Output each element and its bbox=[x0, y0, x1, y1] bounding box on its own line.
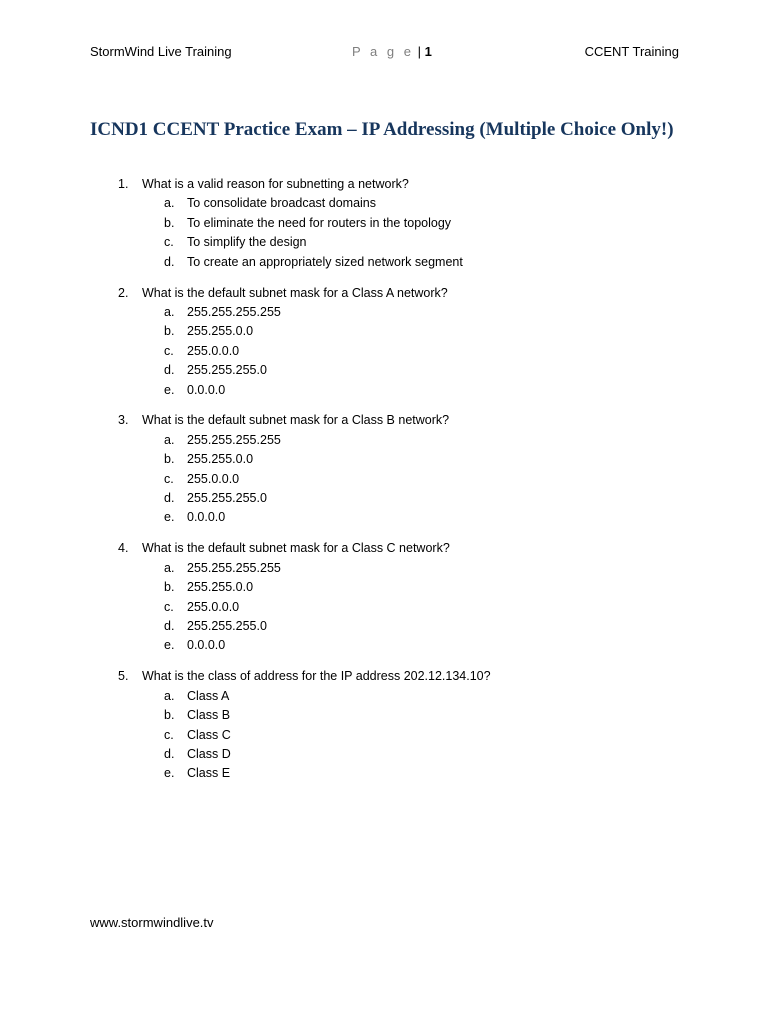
document-title: ICND1 CCENT Practice Exam – IP Addressing (Multiple Choice Only!) bbox=[90, 119, 674, 140]
option-letter: a. bbox=[164, 560, 175, 575]
answer-option bbox=[0, 233, 768, 252]
option-text: 255.255.0.0 bbox=[187, 452, 254, 467]
question-5 bbox=[0, 667, 768, 783]
answer-option bbox=[0, 489, 768, 508]
option-text: Class D bbox=[187, 746, 231, 761]
option-letter: d. bbox=[164, 618, 175, 633]
question-1 bbox=[0, 175, 768, 272]
question-text: What is the default subnet mask for a Class A network? bbox=[142, 285, 448, 300]
option-text: 255.255.255.0 bbox=[187, 491, 267, 506]
answer-option bbox=[0, 617, 768, 636]
option-text: To eliminate the need for routers in the topology bbox=[187, 215, 452, 230]
answer-option bbox=[0, 303, 768, 322]
header-course: CCENT Training bbox=[584, 44, 679, 59]
answer-option bbox=[0, 381, 768, 400]
option-text: 255.255.255.0 bbox=[187, 618, 267, 633]
option-letter: a. bbox=[164, 688, 175, 703]
answer-option bbox=[0, 342, 768, 361]
header-company: StormWind Live Training bbox=[90, 44, 232, 59]
answer-option bbox=[0, 598, 768, 617]
option-letter: b. bbox=[164, 708, 175, 723]
option-letter: a. bbox=[164, 196, 175, 211]
answer-option bbox=[0, 322, 768, 341]
option-text: 255.255.255.255 bbox=[187, 432, 281, 447]
option-text: 255.255.0.0 bbox=[187, 580, 254, 595]
option-letter: e. bbox=[164, 766, 175, 781]
question-number: 3. bbox=[118, 413, 129, 428]
answer-option bbox=[0, 253, 768, 272]
option-text: 255.0.0.0 bbox=[187, 599, 240, 614]
answer-option bbox=[0, 214, 768, 233]
question-number: 4. bbox=[118, 541, 129, 556]
answer-option bbox=[0, 559, 768, 578]
question-number: 1. bbox=[118, 177, 129, 191]
option-text: To consolidate broadcast domains bbox=[187, 196, 377, 211]
option-letter: d. bbox=[164, 254, 175, 269]
option-letter: e. bbox=[164, 382, 175, 397]
option-letter: a. bbox=[164, 432, 175, 447]
option-letter: d. bbox=[164, 746, 175, 761]
option-letter: c. bbox=[164, 235, 174, 250]
question-row bbox=[0, 175, 768, 194]
answer-option bbox=[0, 706, 768, 725]
option-text: 255.0.0.0 bbox=[187, 343, 240, 358]
header-page-indicator bbox=[352, 44, 432, 59]
option-text: Class C bbox=[187, 727, 231, 742]
option-letter: c. bbox=[164, 343, 174, 358]
question-row bbox=[0, 411, 768, 430]
option-letter: e. bbox=[164, 638, 175, 653]
answer-option bbox=[0, 194, 768, 213]
answer-option bbox=[0, 431, 768, 450]
option-letter: a. bbox=[164, 304, 175, 319]
page-header bbox=[90, 44, 679, 62]
option-text: Class E bbox=[187, 766, 231, 781]
question-text: What is the default subnet mask for a Class B network? bbox=[142, 413, 450, 428]
option-text: 0.0.0.0 bbox=[187, 638, 226, 653]
question-list bbox=[0, 175, 768, 795]
option-text: Class B bbox=[187, 708, 231, 723]
option-text: 255.255.255.255 bbox=[187, 560, 281, 575]
answer-option bbox=[0, 726, 768, 745]
answer-option bbox=[0, 745, 768, 764]
answer-option bbox=[0, 687, 768, 706]
option-letter: d. bbox=[164, 363, 175, 378]
option-text: 255.0.0.0 bbox=[187, 471, 240, 486]
answer-option bbox=[0, 764, 768, 783]
option-text: To simplify the design bbox=[187, 235, 307, 250]
option-text: 0.0.0.0 bbox=[187, 382, 226, 397]
option-text: Class A bbox=[187, 688, 230, 703]
question-text: What is the class of address for the IP address 202.12.134.10? bbox=[142, 669, 491, 684]
option-letter: b. bbox=[164, 215, 175, 230]
footer-url: www.stormwindlive.tv bbox=[90, 915, 214, 930]
question-text: What is a valid reason for subnetting a network? bbox=[142, 177, 409, 191]
option-text: 0.0.0.0 bbox=[187, 510, 226, 525]
answer-option bbox=[0, 578, 768, 597]
question-2 bbox=[0, 284, 768, 400]
answer-option bbox=[0, 508, 768, 527]
option-letter: b. bbox=[164, 324, 175, 339]
question-number: 5. bbox=[118, 669, 129, 684]
question-row bbox=[0, 284, 768, 303]
page-footer bbox=[90, 915, 214, 930]
option-text: 255.255.0.0 bbox=[187, 324, 254, 339]
header-page-label: P a g e bbox=[352, 44, 414, 59]
answer-option bbox=[0, 636, 768, 655]
answer-option bbox=[0, 361, 768, 380]
answer-option bbox=[0, 470, 768, 489]
answer-option bbox=[0, 450, 768, 469]
header-page-number: 1 bbox=[424, 44, 432, 59]
option-letter: e. bbox=[164, 510, 175, 525]
question-row bbox=[0, 667, 768, 686]
option-text: 255.255.255.255 bbox=[187, 304, 281, 319]
option-letter: d. bbox=[164, 491, 175, 506]
option-letter: b. bbox=[164, 580, 175, 595]
header-page-separator: | bbox=[417, 44, 421, 59]
option-text: 255.255.255.0 bbox=[187, 363, 267, 378]
question-4 bbox=[0, 539, 768, 655]
option-text: To create an appropriately sized network segment bbox=[187, 254, 463, 269]
question-row bbox=[0, 539, 768, 558]
question-number: 2. bbox=[118, 285, 129, 300]
option-letter: c. bbox=[164, 471, 174, 486]
question-3 bbox=[0, 411, 768, 527]
question-text: What is the default subnet mask for a Class C network? bbox=[142, 541, 450, 556]
option-letter: b. bbox=[164, 452, 175, 467]
option-letter: c. bbox=[164, 599, 174, 614]
option-letter: c. bbox=[164, 727, 174, 742]
